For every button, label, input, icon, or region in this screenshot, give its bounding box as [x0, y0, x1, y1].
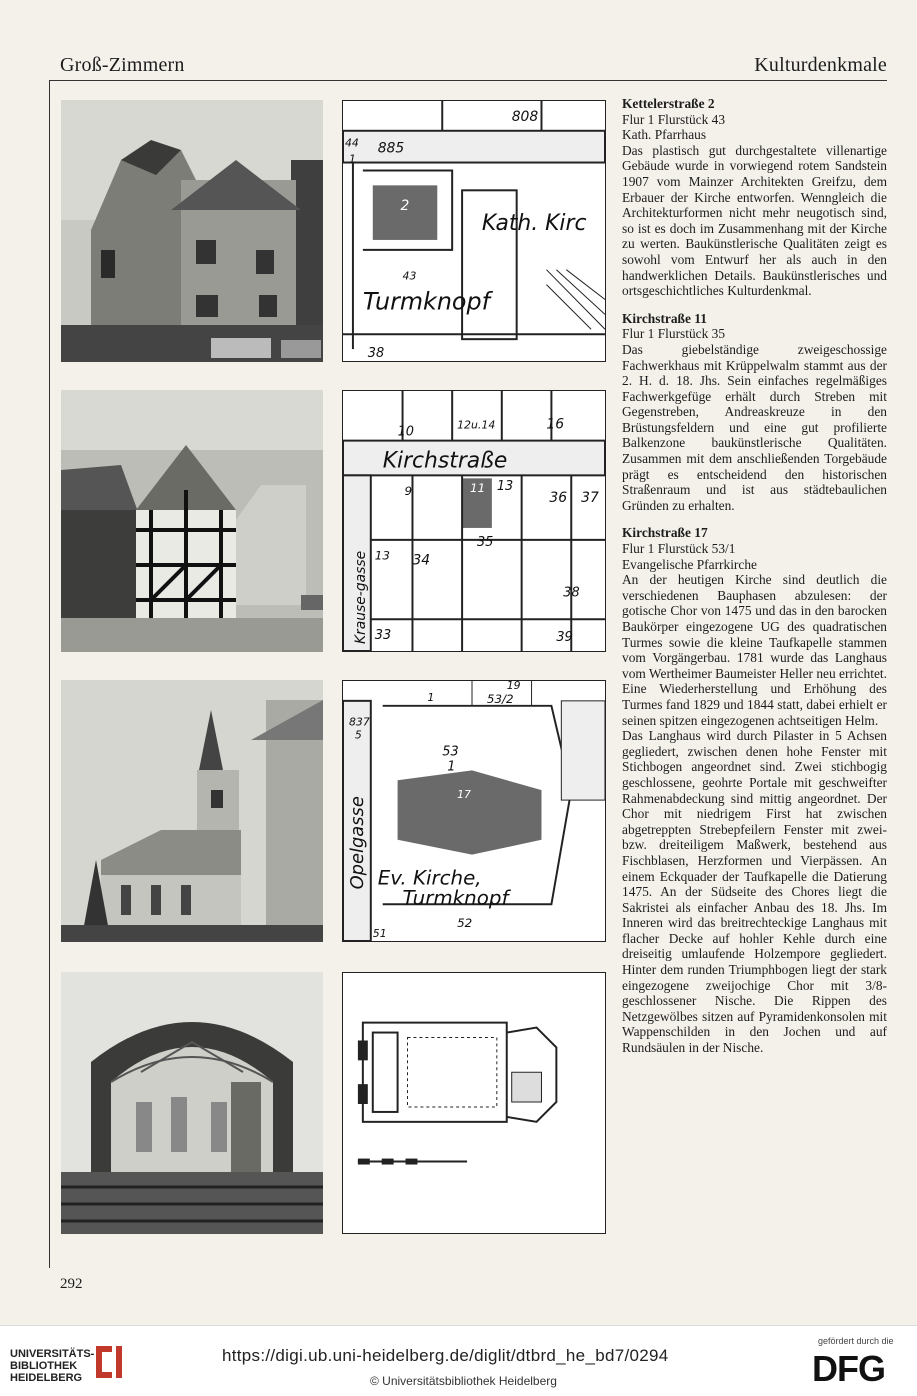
entry-kirchstrasse-11	[622, 311, 887, 514]
map2-label: 39	[556, 630, 573, 646]
map2-label: 16	[546, 416, 565, 433]
map1-label: Kath. Kirc	[481, 211, 587, 237]
cadastral-map-kirchstrasse-11	[342, 390, 606, 652]
map1-label: 1	[348, 152, 356, 166]
running-header-place: Groß-Zimmern	[60, 54, 185, 76]
map2-label: 13	[496, 479, 514, 495]
map2-label: 38	[563, 585, 580, 601]
entry-text: An der heutigen Kirche sind deutlich die verschiedenen Bauphasen abzulesen: der gotische Chor von 1475 und das in den barocken Baukörper eingezogene UG des quadratischen Turmes sowie die kleine Taufkapelle stammen vom Vorgängerbau. 1781 wurde das Langhaus vom Wertheimer Baumeister Heller neu errichtet. Eine Wiederherstellung und Erhöhung des Turmes fand 1829 und 1844 statt, dabei erhielt er seinen spitzen eingezogenen achtseitigen Helm.	[622, 572, 887, 728]
map2-label: 13	[374, 548, 390, 563]
map2-label: 12u.14	[457, 418, 496, 432]
map1-label: 44	[344, 136, 359, 150]
library-name-line: UNIVERSITÄTS-	[10, 1348, 95, 1360]
dfg-logo: DFG	[812, 1348, 885, 1389]
map2-label: 9	[404, 484, 413, 499]
map1-label: 2	[400, 198, 410, 215]
entry-kirchstrasse-17	[622, 525, 887, 1055]
entry-line: Flur 1 Flurstück 53/1	[622, 541, 736, 557]
photo-kirche-innen	[61, 972, 323, 1234]
library-name-line: BIBLIOTHEK	[10, 1360, 78, 1372]
entry-text: Das giebelständige zweigeschossige Fachwerkhaus mit Krüppelwalm stammt aus der 2. H. d. 18. Jhs. Sein einfaches regelmäßiges Fachwerkgefüge erhält durch Streben mit Gegenstreben, Andreaskreuze in den Brüstungsfeldern und eine gut profilierte Balkenzone baukünstlerische Qualitäten. Zusammen mit dem anschließenden Torgebäude prägt es entscheidend den historischen Straßenraum und ist aus städtebaulichen Gründen zu erhalten.	[622, 341, 887, 513]
entry-kettelerstrasse-2	[622, 96, 887, 299]
entry-title: Kirchstraße 11	[622, 310, 707, 326]
map2-label: 34	[412, 552, 431, 569]
map2-label: Krause-gasse	[352, 550, 369, 645]
map1-label: 808	[511, 108, 539, 125]
map3-label: 51	[372, 927, 387, 941]
photo-fachwerkhaus	[61, 390, 323, 652]
permalink-url[interactable]: https://digi.ub.uni-heidelberg.de/diglit/dtbrd_he_bd7/0294	[222, 1346, 669, 1365]
map3-label: 52	[457, 916, 473, 931]
library-logo-text	[10, 1348, 94, 1384]
entry-line: Evangelische Pfarrkirche	[622, 556, 757, 572]
photo-kirche-aussen	[61, 680, 323, 942]
cadastral-map-kettelerstrasse	[342, 100, 606, 362]
entry-text: Das plastisch gut durchgestaltete villenartige Gebäude wurde in vorwiegend rotem Sandstein 1907 vom Mainzer Architekten Greifzu, dem Erbauer der Kirche entworfen. Wenngleich die Architekturformen nicht mehr neugotisch sind, so ist es doch im Zusammenhang mit der Kirche zu werten. Baukünstlerische Qualitäten zeigt es sowohl vom Entwurf her als auch in den handwerklichen Details. Baukünstlerisches und ortsgeschichtliches Kulturdenkmal.	[622, 142, 887, 299]
map2-label: 37	[581, 490, 599, 507]
left-margin-rule	[49, 80, 50, 1268]
map2-label: Kirchstraße	[382, 448, 508, 474]
entry-title: Kettelerstraße 2	[622, 96, 715, 111]
map3-label: 53	[442, 744, 459, 760]
map3-label: 19	[506, 681, 521, 692]
copyright-notice: © Universitätsbibliothek Heidelberg	[370, 1374, 557, 1388]
funded-by-label: gefördert durch die	[818, 1336, 894, 1346]
map3-label: 837	[348, 715, 370, 729]
page-number: 292	[60, 1276, 83, 1292]
cadastral-map-ev-kirche	[342, 680, 606, 942]
map1-label: 43	[402, 269, 417, 283]
entry-line: Kath. Pfarrhaus	[622, 127, 707, 143]
map3-label: Turmknopf	[402, 886, 509, 910]
entry-text: Das Langhaus wird durch Pilaster in 5 Achsen gegliedert, zwischen denen hohe Fenster mit Stichbogen angeordnet sind. Zwei stichbogig geschlossene, geohrte Portale mit geschweifter Rahmenabdeckung sind mittig angeordnet. Der Chor mit niedrigem First hat zwischen abgetreppten Strebepfeilern Fenster mit zwei- bzw. dreiteiligem Maßwerk, bestehend aus Fischblasen, Herzformen und Vierpässen. An einem Eckquader der Taufkapelle die Datierung 1475. An der Südseite des Chores liegt die Sakristei als einfacher Anbau des 18. Jhs. Im Inneren wird das breitrechteckige Langhaus mit flacher Decke auf hohler Kehle durch eine dreiseitig umlaufende Holzempore gegliedert. Hinter dem runden Triumphbogen liegt der stark eingezogene zweijochige Chor mit 3/8-geschlossener Nische. Die Rippen des Netzgewölbes sitzen auf Pyramidenkonsolen mit Wappenschilden in den Jochen und auf Rundsäulen in der Nische.	[622, 728, 887, 1056]
photo-pfarrhaus	[61, 100, 323, 362]
library-name-line: HEIDELBERG	[10, 1372, 83, 1384]
text-column	[622, 96, 887, 1056]
map2-label: 33	[374, 628, 392, 644]
map2-label: 10	[397, 424, 414, 440]
map1-label: 885	[377, 140, 405, 157]
entry-title: Kirchstraße 17	[622, 525, 708, 541]
map2-label: 11	[470, 481, 486, 496]
map3-label: Ev. Kirche,	[377, 866, 482, 890]
map3-label: 1	[447, 759, 456, 775]
map1-label: 38	[367, 346, 385, 361]
header-rule	[49, 80, 887, 81]
map3-label: 5	[354, 728, 362, 742]
map3-label: 17	[457, 788, 472, 802]
map1-label: Turmknopf	[362, 287, 490, 316]
church-floor-plan	[342, 972, 606, 1234]
map2-label: 36	[549, 490, 568, 507]
map3-label: 53/2	[486, 691, 514, 706]
map3-label: Opelgasse	[346, 796, 368, 890]
entry-line: Flur 1 Flurstück 35	[622, 326, 726, 342]
entry-line: Flur 1 Flurstück 43	[622, 111, 726, 127]
map2-label: 35	[476, 534, 494, 550]
library-logo-icon	[92, 1342, 126, 1382]
map3-label: 1	[427, 690, 435, 704]
digitization-footer	[0, 1325, 917, 1396]
running-header-section: Kulturdenkmale	[754, 54, 887, 76]
